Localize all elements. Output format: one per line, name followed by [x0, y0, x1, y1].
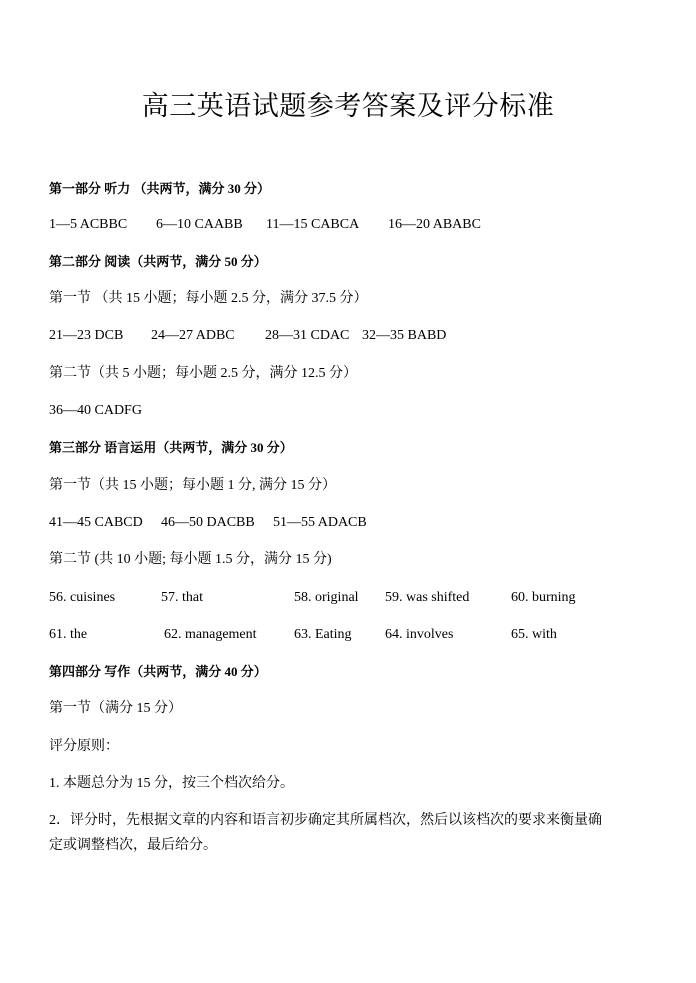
answer-group: 46—50 DACBB: [161, 515, 255, 530]
answer-group: 1—5 ACBBC: [49, 217, 128, 232]
answer-group: 32—35 BABD: [362, 328, 447, 343]
answer-item: 63. Eating: [294, 627, 352, 642]
answer-item: 60. burning: [511, 590, 576, 605]
answer-group: 21—23 DCB: [49, 328, 124, 343]
answer-item: 56. cuisines: [49, 590, 116, 605]
answer-group: 6—10 CAABB: [156, 217, 243, 232]
answer-item: 57. that: [161, 590, 203, 605]
principles-label: 评分原则：: [49, 739, 119, 754]
answer-group: 51—55 ADACB: [273, 515, 367, 530]
answer-item: 59. was shifted: [385, 590, 470, 605]
answer-item: 61. the: [49, 627, 88, 642]
part2-section2-heading: 第二节（共 5 小题；每小题 2.5 分，满分 12.5 分）: [49, 366, 357, 381]
answer-group: 11—15 CABCA: [266, 217, 360, 232]
answer-item: 62. management: [164, 627, 257, 642]
answer-item: 64. involves: [385, 627, 454, 642]
answer-item: 58. original: [294, 590, 359, 605]
part3-section1-heading: 第一节（共 15 小题；每小题 1 分, 满分 15 分）: [49, 478, 336, 493]
answer-group: 41—45 CABCD: [49, 515, 143, 530]
part4-heading-text: 第四部分 写作（共两节，满分 40 分）: [49, 664, 267, 679]
answer-group: 36—40 CADFG: [49, 403, 142, 418]
part3-heading: 第三部分 语言运用（共两节，满分 30 分）: [49, 440, 293, 455]
answer-item: 65. with: [511, 627, 557, 642]
rule-1: 1. 本题总分为 15 分，按三个档次给分。: [49, 776, 294, 791]
part4-heading: [49, 663, 267, 682]
part2-section1-heading: 第一节 （共 15 小题；每小题 2.5 分，满分 37.5 分）: [49, 291, 368, 306]
part4-section1-heading: 第一节（满分 15 分）: [49, 701, 182, 716]
page-title: 高三英语试题参考答案及评分标准: [141, 91, 555, 122]
rule-2: 2．评分时，先根据文章的内容和语言初步确定其所属档次，然后以该档次的要求来衡量确定或调整档次，最后给分。: [49, 813, 602, 853]
part3-section2-heading: 第二节 (共 10 小题; 每小题 1.5 分，满分 15 分): [49, 552, 332, 567]
answer-group: 24—27 ADBC: [151, 328, 235, 343]
answer-group: 16—20 ABABC: [388, 217, 481, 232]
part2-heading: 第二部分 阅读（共两节，满分 50 分）: [49, 254, 267, 269]
answer-group: 28—31 CDAC: [265, 328, 350, 343]
part1-heading: 第一部分 听力 （共两节，满分 30 分）: [49, 181, 271, 196]
